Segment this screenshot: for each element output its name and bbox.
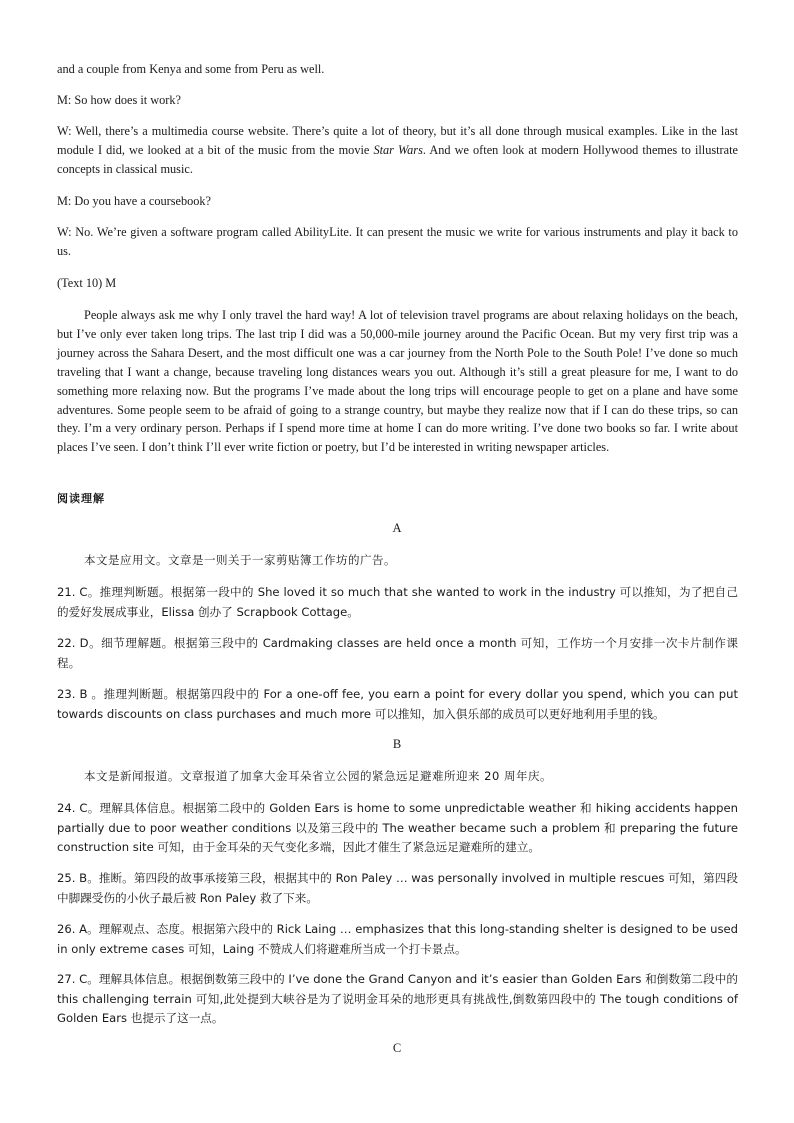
- transcript-w2: W: No. We’re given a software program called AbilityLite. It can present the music we write for various instruments and play it back to us.: [57, 225, 738, 258]
- transcript-line: and a couple from Kenya and some from Peru as well.: [57, 62, 325, 76]
- transcript-m2: M: Do you have a coursebook?: [57, 194, 212, 208]
- answer-24: 24. C。理解具体信息。根据第二段中的 Golden Ears is home to some unpredictable weather 和 hiking accidents happen partially due to poor weather conditions 以及第三段中的 The weather became such a problem 和 preparing the future construction site 可知，由于金耳朵的天气变化多端，因此才催生了紧急远足避难所的建立。: [57, 801, 738, 854]
- answer-22: 22. D。细节理解题。根据第三段中的 Cardmaking classes are held once a month 可知，工作坊一个月安排一次卡片制作课程。: [57, 636, 738, 670]
- part-b-letter: B: [392, 737, 402, 751]
- answer-27: 27. C。理解具体信息。根据倒数第三段中的 I’ve done the Grand Canyon and it’s easier than Golden Ears 和倒数第二段中的 this challenging terrain 可知,此处提到大峡谷是为了说明金耳朵的地形更具有挑战性,倒数第四段中的 The tough conditions of Golden Ears 也提示了这一点。: [57, 972, 738, 1025]
- transcript-m1: M: So how does it work?: [57, 93, 181, 107]
- part-c-letter: C: [392, 1041, 402, 1055]
- text10-body: People always ask me why I only travel the hard way! A lot of television travel programs are about relaxing holidays on the beach, but I’ve only ever taken long trips. The last trip I did was a 50,000-mile journey around the Pacific Ocean. But my very first trip was a journey across the Sahara Desert, and the most difficult one was a car journey from the North Pole to the South Pole! I’ve done so much traveling that I want a change, because traveling long distances wears you out. Although it’s still a great pleasure for me, I want to do something more relaxing now. But the programs I’ve made about the long trips will encourage people to get on a plane and have some adventures. Some people seem to be afraid of going to a strange country, but maybe they realize now that if I can do these trips, so can they. I’m a very ordinary person. Perhaps if I spend more time at home I can do more writing. I’ve done two books so far. I write about places I’ve seen. I don’t think I’ll ever write fiction or poetry, but I’d be interested in writing newspaper articles.: [57, 308, 738, 455]
- section-title: 阅读理解: [57, 492, 105, 505]
- answer-25: 25. B。推断。第四段的故事承接第三段，根据其中的 Ron Paley … was personally involved in multiple rescues 可知，第四段中脚踝受伤的小伙子最后被 Ron Paley 救了下来。: [57, 871, 738, 905]
- transcript-w1: [57, 122, 738, 179]
- answer-21: 21. C。推理判断题。根据第一段中的 She loved it so much that she wanted to work in the industry 可以推知，为了把自己的爱好发展成事业，Elissa 创办了 Scrapbook Cottage。: [57, 585, 738, 619]
- w1-part-b: . And we often look at modern Hollywood themes to illustrate concepts in classical music.: [57, 143, 738, 176]
- w1-part-a: W: Well, there’s a multimedia course website. There’s quite a lot of theory, but it’s all done through musical examples. Like in the last module I did, we looked at a bit of the music from the movie: [57, 124, 738, 157]
- part-a-letter: A: [392, 521, 402, 535]
- answer-23: 23. B 。推理判断题。根据第四段中的 For a one-off fee, you earn a point for every dollar you spend, which you can put towards discounts on class purchases and much more 可以推知，加入俱乐部的成员可以更好地利用手里的钱。: [57, 687, 738, 721]
- part-b-intro: 本文是新闻报道。文章报道了加拿大金耳朵省立公园的紧急远足避难所迎来 20 周年庆。: [84, 769, 552, 783]
- movie-title: Star Wars: [373, 143, 423, 157]
- part-a-intro: 本文是应用文。文章是一则关于一家剪贴簿工作坊的广告。: [84, 553, 396, 567]
- answer-26: 26. A。理解观点、态度。根据第六段中的 Rick Laing … emphasizes that this long-standing shelter is designed to be used in only extreme cases 可知，Laing 不赞成人们将避难所当成一个打卡景点。: [57, 922, 738, 956]
- text10-label: (Text 10) M: [57, 276, 117, 290]
